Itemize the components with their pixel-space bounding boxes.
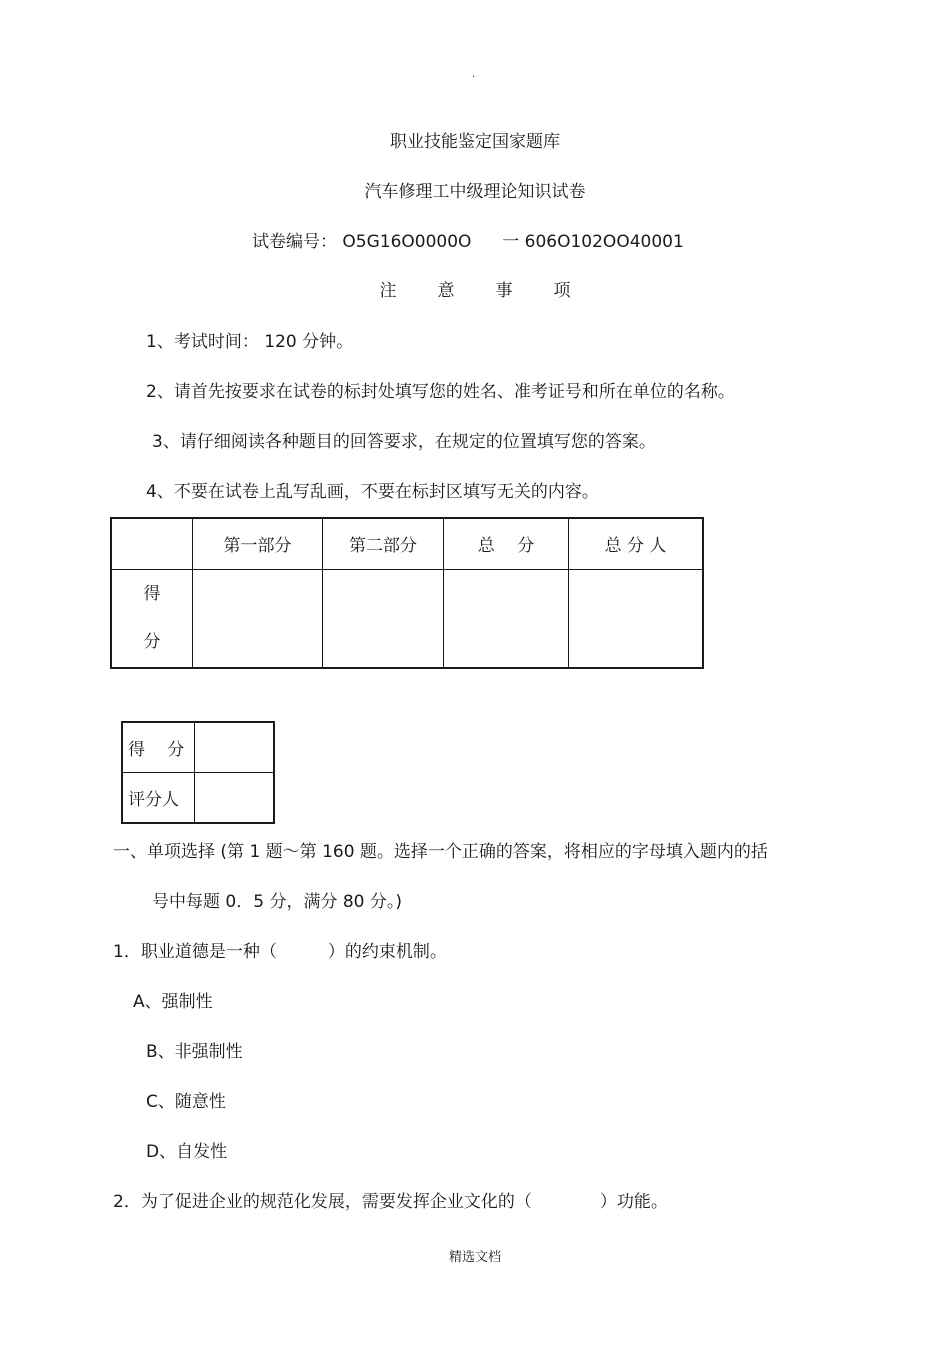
paper-number-label: 试卷编号：: [252, 232, 337, 252]
score-table-header: 总 分 人: [569, 518, 704, 569]
score-table-score-row: [111, 569, 703, 668]
question-stem: 1．职业道德是一种（ ）的约束机制。: [113, 942, 447, 962]
title-main: 职业技能鉴定国家题库: [390, 132, 560, 152]
score-table-header: 第一部分: [193, 518, 323, 569]
question-stem: 2．为了促进企业的规范化发展，需要发挥企业文化的（ ）功能。: [113, 1192, 668, 1212]
grader-name-label: 评分人: [122, 773, 195, 824]
score-table: [110, 517, 704, 669]
score-row-label: [111, 569, 193, 668]
page-footer: 精选文档: [448, 1250, 501, 1265]
title-sub: 汽车修理工中级理论知识试卷: [364, 182, 586, 202]
notice-char: 事: [495, 281, 513, 301]
score-table-header: 第二部分: [323, 518, 444, 569]
option-d: D、自发性: [146, 1142, 228, 1162]
score-row-label-top: 得: [143, 584, 161, 605]
option-a: A、强制性: [133, 992, 213, 1012]
grader-score-label: 得 分: [122, 722, 195, 773]
notice-item: 4、不要在试卷上乱写乱画，不要在标封区填写无关的内容。: [146, 482, 599, 502]
score-cell-part1[interactable]: [193, 569, 323, 668]
paper-number-dash: 一: [502, 232, 520, 252]
option-b: B、非强制性: [146, 1042, 243, 1062]
score-table-header-row: [111, 518, 703, 569]
notice-char: 项: [553, 281, 571, 301]
grader-table: [121, 721, 275, 824]
notice-item: 1、考试时间： 120 分钟。: [146, 332, 354, 352]
section-heading-line2: 号中每题 0．5 分，满分 80 分。): [152, 892, 403, 912]
option-c: C、随意性: [146, 1092, 226, 1112]
notice-char: 意: [437, 281, 455, 301]
grader-table-score-row: [122, 722, 274, 773]
notice-item: 2、请首先按要求在试卷的标封处填写您的姓名、准考证号和所在单位的名称。: [146, 382, 735, 402]
score-cell-grader[interactable]: [569, 569, 704, 668]
score-table-corner: [111, 518, 193, 569]
section-heading-line1: 一、单项选择 (第 1 题～第 160 题。选择一个正确的答案，将相应的字母填入题内的括: [113, 842, 768, 862]
notice-item: 3、请仔细阅读各种题目的回答要求，在规定的位置填写您的答案。: [152, 432, 656, 452]
notice-title: [0, 280, 950, 302]
score-cell-part2[interactable]: [323, 569, 444, 668]
paper-number: [252, 231, 684, 253]
grader-table-grader-row: [122, 773, 274, 824]
paper-number-code1: O5G16O0000O: [342, 232, 472, 252]
header-mark: ·: [472, 72, 476, 83]
grader-score-cell[interactable]: [195, 722, 275, 773]
paper-number-code2: 606O102OO40001: [524, 232, 684, 252]
score-table-header: 总 分: [444, 518, 569, 569]
score-cell-total[interactable]: [444, 569, 569, 668]
score-row-label-bottom: 分: [143, 632, 161, 653]
notice-char: 注: [379, 281, 397, 301]
grader-name-cell[interactable]: [195, 773, 275, 824]
